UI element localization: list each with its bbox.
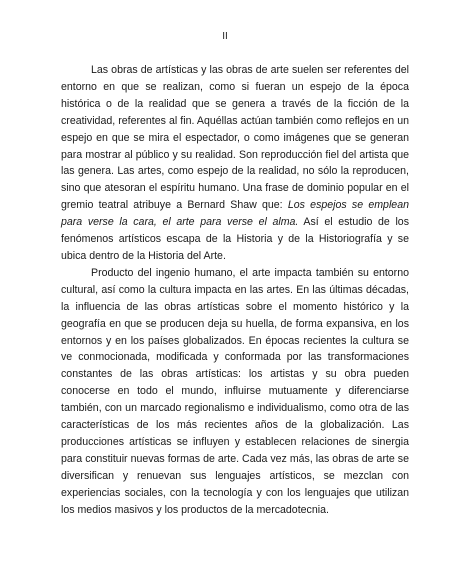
page-number: II [222, 31, 228, 42]
paragraph-1-quote: Los espejos se emplean para verse la cara, el arte para verse el alma. [61, 199, 409, 229]
paragraph-1 [61, 62, 409, 265]
body-text [61, 62, 409, 518]
paragraph-2: Producto del ingenio humano, el arte impacta también su entorno cultural, así como la cultura impacta en las artes. En las últimas décadas, la influencia de las obras artísticas sobre el momento histórico y la geografía en que se producen deja su huella, de forma expansiva, en los entornos y en los países globalizados. En épocas recientes la cultura se ve conmocionada, modificada y conformada por las transformaciones constantes de las obras artísticas: los artistas y su obra pueden conocerse en todo el mundo, influirse mutuamente y diferenciarse también, con un marcado regionalismo e individualismo, como otra de las características de los más recientes años de la globalización. Las producciones artísticas se influyen y establecen relaciones de sinergia para constituir nuevas formas de arte. Cada vez más, las obras de arte se diversifican y renuevan sus lenguajes artísticos, se mezclan con experiencias sociales, con la tecnología y con los lenguajes que utilizan los medios masivos y los productos de la mercadotecnia. [61, 266, 409, 516]
paragraph-1-text-start: Las obras de artísticas y las obras de arte suelen ser referentes del entorno en que se realizan, como si fueran un espejo de la época histórica o de la realidad que se genera a través de la ficción de la creatividad, referentes al fin. Aquéllas actúan también como reflejos en un espejo en que se mira el espectador, o como imágenes que se generan para mostrar al público y su realidad. Son reproducción fiel del artista que las genera. Las artes, como espejo de la realidad, no sólo la reproducen, sino que atesoran el espíritu humano. Una frase de dominio popular en el gremio teatral atribuye a Bernard Shaw que: [61, 64, 409, 212]
paragraph-1-text-end: Así el estudio de los fenómenos artísticos escapa de la Historia y de la Historiografía y se ubica dentro de la Historia del Arte. [61, 216, 409, 262]
